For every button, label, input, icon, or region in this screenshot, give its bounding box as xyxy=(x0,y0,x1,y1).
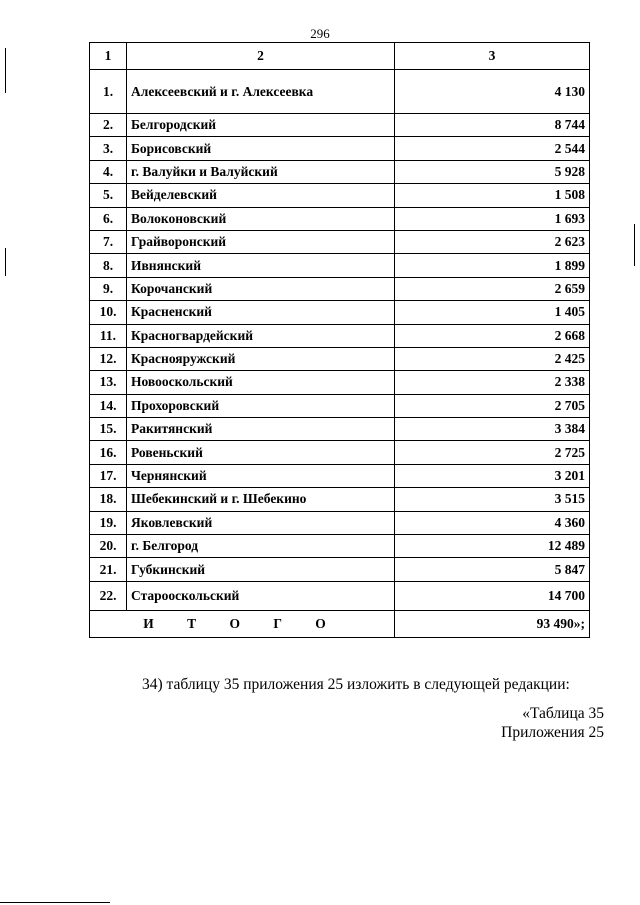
value-cell: 2 668 xyxy=(395,324,590,347)
district-name-cell: Красногвардейский xyxy=(127,324,395,347)
district-name-cell: Старооскольский xyxy=(127,581,395,610)
row-number-cell: 17. xyxy=(90,464,127,487)
row-number-cell: 4. xyxy=(90,160,127,183)
row-number-cell: 3. xyxy=(90,137,127,160)
value-cell: 2 544 xyxy=(395,137,590,160)
column-header-name: 2 xyxy=(127,43,395,70)
value-cell: 1 693 xyxy=(395,207,590,230)
value-cell: 12 489 xyxy=(395,535,590,558)
total-label: И Т О Г О xyxy=(90,610,395,637)
row-number-cell: 14. xyxy=(90,394,127,417)
table-row xyxy=(90,441,590,464)
table-row xyxy=(90,324,590,347)
district-name-cell: Алексеевский и г. Алексеевка xyxy=(127,70,395,114)
row-number-cell: 20. xyxy=(90,535,127,558)
row-number-cell: 8. xyxy=(90,254,127,277)
table-row xyxy=(90,184,590,207)
row-number-cell: 15. xyxy=(90,418,127,441)
row-number-cell: 12. xyxy=(90,347,127,370)
table-row xyxy=(90,394,590,417)
table-body xyxy=(90,70,590,638)
value-cell: 1 405 xyxy=(395,301,590,324)
value-cell: 2 705 xyxy=(395,394,590,417)
table-row xyxy=(90,277,590,300)
district-name-cell: Вейделевский xyxy=(127,184,395,207)
column-header-value: 3 xyxy=(395,43,590,70)
district-name-cell: г. Белгород xyxy=(127,535,395,558)
table-row xyxy=(90,70,590,114)
table-row xyxy=(90,137,590,160)
district-name-cell: Борисовский xyxy=(127,137,395,160)
district-name-cell: Яковлевский xyxy=(127,511,395,534)
page-number: 296 xyxy=(310,26,330,41)
district-name-cell: Шебекинский и г. Шебекино xyxy=(127,488,395,511)
district-name-cell: Волоконовский xyxy=(127,207,395,230)
value-cell: 3 384 xyxy=(395,418,590,441)
row-number-cell: 21. xyxy=(90,558,127,581)
table-row xyxy=(90,511,590,534)
table-header-row xyxy=(90,43,590,70)
value-cell: 2 623 xyxy=(395,230,590,253)
table-row xyxy=(90,581,590,610)
total-value: 93 490»; xyxy=(395,610,590,637)
value-cell: 8 744 xyxy=(395,114,590,137)
district-name-cell: Грайворонский xyxy=(127,230,395,253)
table-row xyxy=(90,558,590,581)
row-number-cell: 13. xyxy=(90,371,127,394)
value-cell: 1 899 xyxy=(395,254,590,277)
row-number-cell: 1. xyxy=(90,70,127,114)
table-row xyxy=(90,488,590,511)
table-row xyxy=(90,160,590,183)
district-name-cell: г. Валуйки и Валуйский xyxy=(127,160,395,183)
value-cell: 5 847 xyxy=(395,558,590,581)
column-header-number: 1 xyxy=(90,43,127,70)
instruction-paragraph: 34) таблицу 35 приложения 25 изложить в следующей редакции: xyxy=(142,676,570,693)
row-number-cell: 11. xyxy=(90,324,127,347)
row-number-cell: 18. xyxy=(90,488,127,511)
left-margin-mark-bottom xyxy=(5,248,6,276)
district-name-cell: Ивнянский xyxy=(127,254,395,277)
table-row xyxy=(90,464,590,487)
table-row xyxy=(90,418,590,441)
row-number-cell: 6. xyxy=(90,207,127,230)
table-row xyxy=(90,371,590,394)
row-number-cell: 10. xyxy=(90,301,127,324)
value-cell: 1 508 xyxy=(395,184,590,207)
district-name-cell: Чернянский xyxy=(127,464,395,487)
table-caption-appendix: Приложения 25 xyxy=(501,724,604,741)
value-cell: 2 659 xyxy=(395,277,590,300)
table-row xyxy=(90,114,590,137)
value-cell: 2 725 xyxy=(395,441,590,464)
row-number-cell: 19. xyxy=(90,511,127,534)
district-name-cell: Губкинский xyxy=(127,558,395,581)
table-row xyxy=(90,535,590,558)
total-row xyxy=(90,610,590,637)
value-cell: 5 928 xyxy=(395,160,590,183)
district-table xyxy=(89,42,590,638)
value-cell: 4 130 xyxy=(395,70,590,114)
value-cell: 3 515 xyxy=(395,488,590,511)
table-row xyxy=(90,254,590,277)
table-caption-title: «Таблица 35 xyxy=(522,705,604,722)
row-number-cell: 5. xyxy=(90,184,127,207)
district-name-cell: Ракитянский xyxy=(127,418,395,441)
table-row xyxy=(90,347,590,370)
table-row xyxy=(90,230,590,253)
bottom-left-scan-line xyxy=(0,902,110,903)
row-number-cell: 9. xyxy=(90,277,127,300)
value-cell: 14 700 xyxy=(395,581,590,610)
value-cell: 3 201 xyxy=(395,464,590,487)
table-row xyxy=(90,207,590,230)
district-name-cell: Прохоровский xyxy=(127,394,395,417)
row-number-cell: 2. xyxy=(90,114,127,137)
left-margin-mark-top xyxy=(5,48,6,93)
row-number-cell: 16. xyxy=(90,441,127,464)
value-cell: 2 338 xyxy=(395,371,590,394)
district-name-cell: Красненский xyxy=(127,301,395,324)
district-name-cell: Краснояружский xyxy=(127,347,395,370)
right-margin-mark xyxy=(634,224,635,266)
table-row xyxy=(90,301,590,324)
row-number-cell: 22. xyxy=(90,581,127,610)
row-number-cell: 7. xyxy=(90,230,127,253)
district-name-cell: Ровеньский xyxy=(127,441,395,464)
district-name-cell: Корочанский xyxy=(127,277,395,300)
district-name-cell: Белгородский xyxy=(127,114,395,137)
value-cell: 2 425 xyxy=(395,347,590,370)
value-cell: 4 360 xyxy=(395,511,590,534)
district-name-cell: Новооскольский xyxy=(127,371,395,394)
